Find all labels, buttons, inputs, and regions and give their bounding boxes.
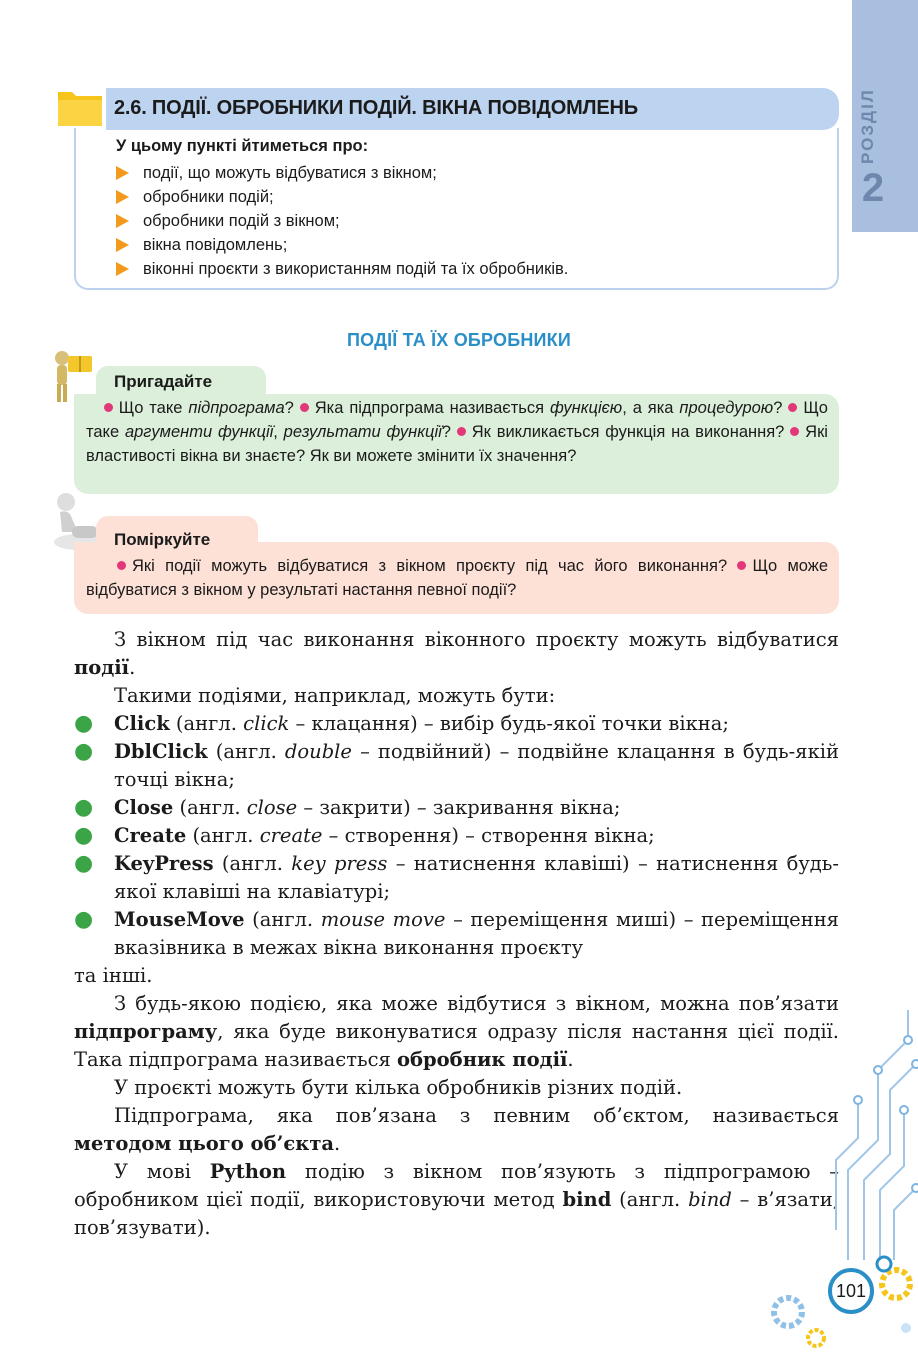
bullet-dot: ●	[74, 823, 94, 848]
event-list-item: ● Click (англ. click – клацання) – вибір будь-якої точки вікна;	[74, 711, 729, 736]
paragraph: Підпрограма, яка пов’язана з певним об’єктом, називається методом цього об’єкта.	[74, 1104, 839, 1155]
arrow-icon	[116, 238, 129, 252]
recall-text: Що таке підпрограма? Яка підпрограма називається функцією, а яка процедурою? Що таке аргументи функції, результати функції? Як викликається функція на виконання? Які властивості вікна ви знаєте? Як ви можете змінити їх значення?	[86, 399, 828, 465]
section-title: 2.6. ПОДІЇ. ОБРОБНИКИ ПОДІЙ. ВІКНА ПОВІДОМЛЕНЬ	[114, 97, 638, 119]
bullet-dot: ●	[74, 739, 94, 764]
subsection-heading: ПОДІЇ ТА ЇХ ОБРОБНИКИ	[346, 330, 572, 350]
outline-item: події, що можуть відбуватися з вікном;	[116, 161, 568, 185]
bullet-dot	[788, 403, 797, 412]
outline-item: обробники подій з вікном;	[116, 209, 568, 233]
paragraph: У проєкті можуть бути кілька обробників різних подій.	[114, 1076, 683, 1099]
event-list-item: ● KeyPress (англ. key press – натиснення клавіші) – натиснення будь-якої клавіші на клавіатурі;	[74, 850, 839, 906]
circuit-decoration-icon	[828, 1010, 918, 1260]
arrow-icon	[116, 262, 129, 276]
event-list-item: ● MouseMove (англ. mouse move – переміщення миші) – переміщення вказівника в межах вікна виконання проєкту	[74, 906, 839, 962]
think-title: Поміркуйте	[114, 530, 211, 549]
bullet-dot	[790, 427, 799, 436]
paragraph: Такими подіями, наприклад, можуть бути:	[114, 684, 556, 707]
bullet-dot: ●	[74, 851, 94, 876]
event-list-item: ● Create (англ. create – створення) – створення вікна;	[74, 823, 655, 848]
paragraph: З вікном під час виконання віконного проєкту можуть відбуватися події.	[74, 628, 839, 679]
bullet-dot	[117, 561, 126, 570]
chapter-label: РОЗДІЛ	[858, 88, 877, 164]
bullet-dot: ●	[74, 907, 94, 932]
outline-heading: У цьому пункті йтиметься про:	[116, 137, 369, 155]
recall-title: Пригадайте	[114, 372, 213, 391]
think-text: Які події можуть відбуватися з вікном проєкту під час його виконання? Що може відбуватися з вікном у результаті настання певної події?	[86, 557, 828, 599]
bullet-dot: ●	[74, 795, 94, 820]
paragraph: У мові Python подію з вікном пов’язують з підпрограмою – обробником цієї події, використовуючи метод bind (англ. bind – в’язати, пов’язувати).	[74, 1160, 839, 1239]
bullet-dot: ●	[74, 711, 94, 736]
outline-item: обробники подій;	[116, 185, 568, 209]
body-text	[74, 626, 839, 1242]
arrow-icon	[116, 190, 129, 204]
paragraph: та інші.	[74, 964, 153, 987]
arrow-icon	[116, 214, 129, 228]
folder-icon	[56, 86, 104, 128]
arrow-icon	[116, 166, 129, 180]
paragraph: З будь-якою подією, яка може відбутися з вікном, можна пов’язати підпрограму, яка буде виконуватися одразу після настання цієї події. Така підпрограма називається обробник події.	[74, 992, 839, 1071]
event-list-item: ● Close (англ. close – закрити) – закривання вікна;	[74, 795, 621, 820]
bullet-dot	[300, 403, 309, 412]
event-list-item: ● DblClick (англ. double – подвійний) – подвійне клацання в будь-якій точці вікна;	[74, 738, 839, 794]
outline-item: віконні проєкти з використанням подій та їх обробників.	[116, 257, 568, 281]
bullet-dot	[737, 561, 746, 570]
outline-item: вікна повідомлень;	[116, 233, 568, 257]
outline-list	[116, 161, 568, 281]
chapter-number: 2	[861, 166, 885, 210]
bullet-dot	[104, 403, 113, 412]
bullet-dot	[457, 427, 466, 436]
page-number: 101	[828, 1268, 874, 1314]
